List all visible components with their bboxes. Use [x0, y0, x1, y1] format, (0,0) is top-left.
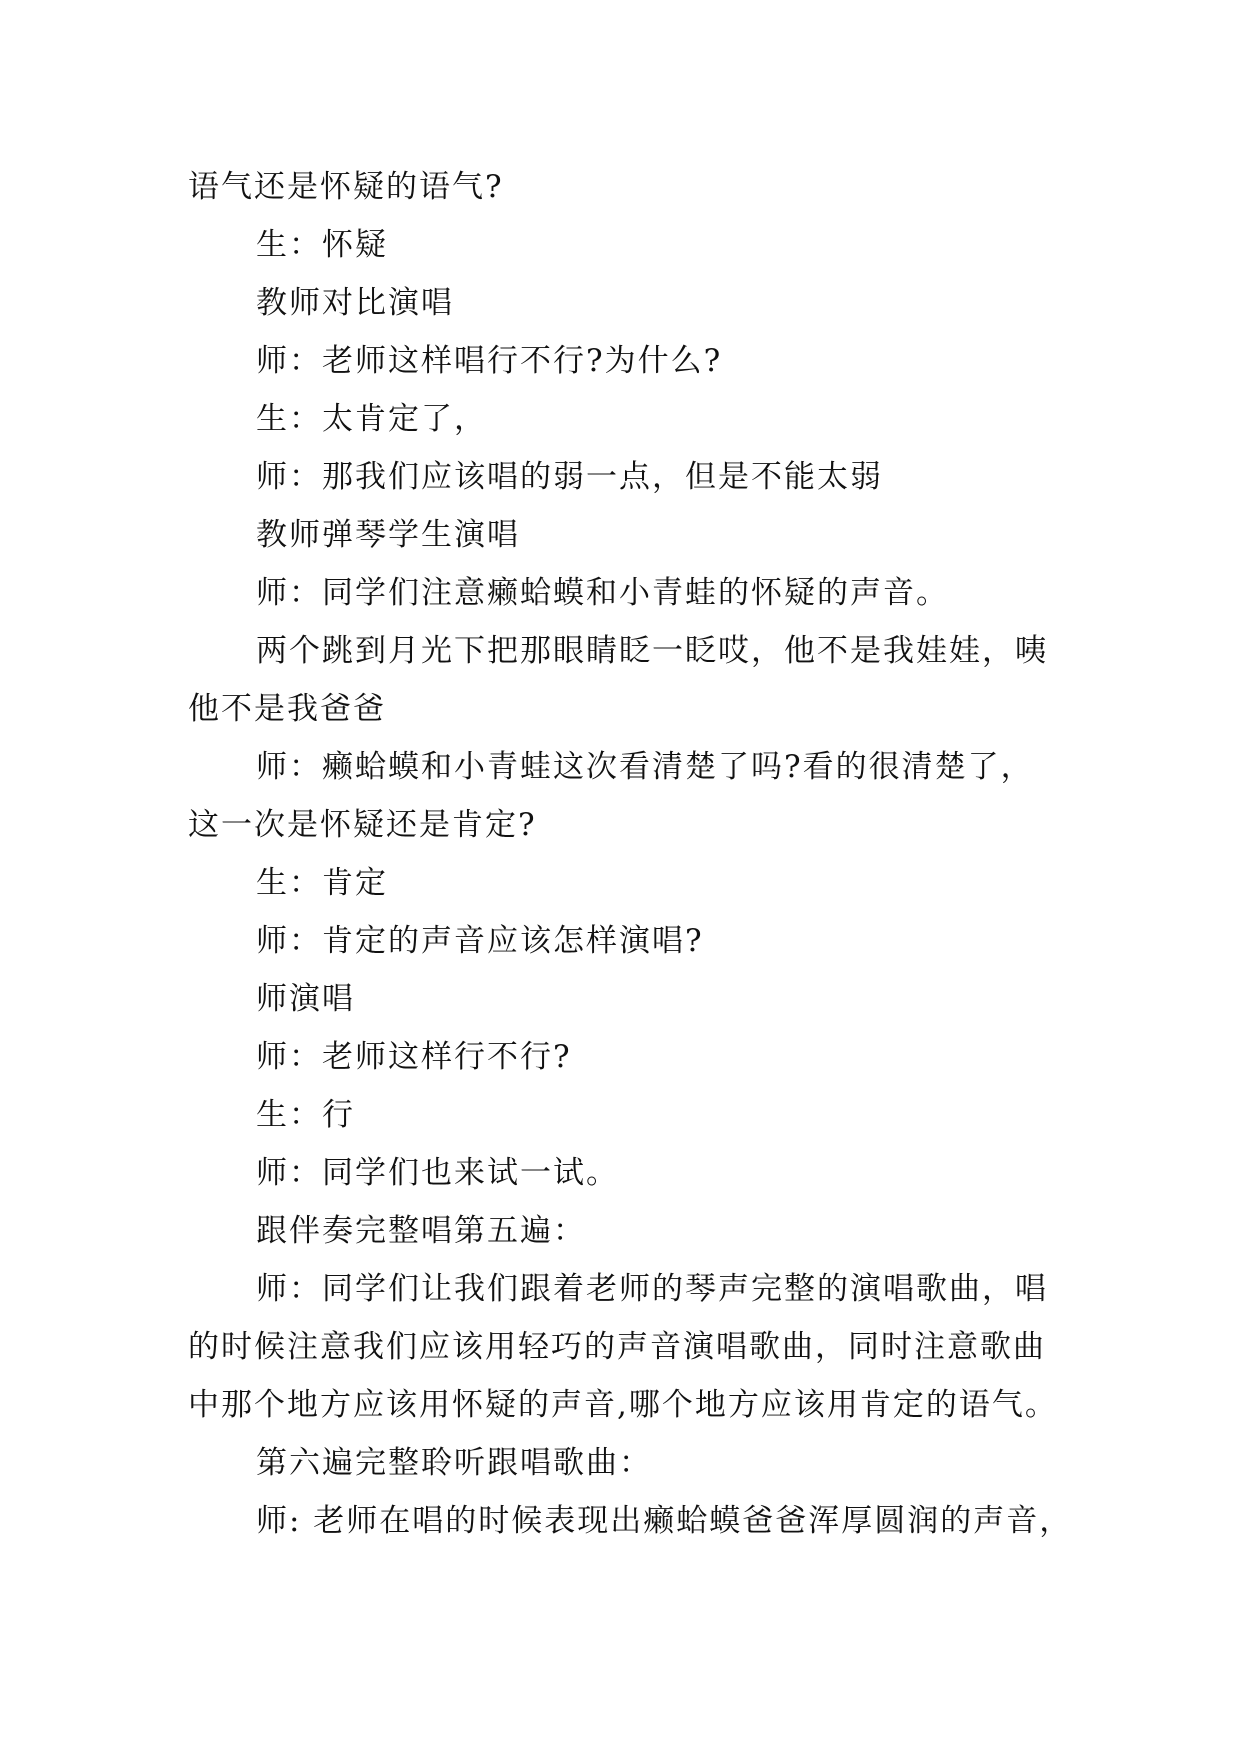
text-line: 师演唱 — [256, 981, 355, 1017]
text-line: 师：同学们让我们跟着老师的琴声完整的演唱歌曲，唱 — [256, 1271, 1048, 1307]
text-line: 跟伴奏完整唱第五遍： — [256, 1213, 586, 1249]
text-line: 的时候注意我们应该用轻巧的声音演唱歌曲，同时注意歌曲 — [188, 1329, 1046, 1365]
text-line: 生：怀疑 — [256, 227, 388, 263]
text-line: 师：同学们也来试一试。 — [256, 1155, 619, 1191]
text-line: 师：老师这样行不行? — [256, 1039, 572, 1075]
text-line: 教师弹琴学生演唱 — [256, 517, 520, 553]
text-line: 师: 老师在唱的时候表现出癞蛤蟆爸爸浑厚圆润的声音， — [256, 1503, 1073, 1539]
text-line: 语气还是怀疑的语气? — [188, 169, 504, 205]
text-line: 中那个地方应该用怀疑的声音,哪个地方应该用肯定的语气。 — [188, 1387, 1058, 1423]
text-line: 师：同学们注意癞蛤蟆和小青蛙的怀疑的声音。 — [256, 575, 949, 611]
text-line: 师：癞蛤蟆和小青蛙这次看清楚了吗?看的很清楚了， — [256, 749, 1034, 785]
text-line: 生：肯定 — [256, 865, 388, 901]
text-line: 第六遍完整聆听跟唱歌曲： — [256, 1445, 652, 1481]
text-line: 生：太肯定了， — [256, 401, 487, 437]
text-line: 生：行 — [256, 1097, 355, 1133]
text-line: 师：肯定的声音应该怎样演唱? — [256, 923, 704, 959]
text-line: 他不是我爸爸 — [188, 691, 386, 727]
text-line: 师：那我们应该唱的弱一点，但是不能太弱 — [256, 459, 883, 495]
text-line: 师：老师这样唱行不行?为什么? — [256, 343, 723, 379]
document-text-column — [188, 158, 1073, 1550]
text-line: 这一次是怀疑还是肯定? — [188, 807, 537, 843]
text-line: 两个跳到月光下把那眼睛眨一眨哎，他不是我娃娃，咦 — [256, 633, 1048, 669]
text-line: 教师对比演唱 — [256, 285, 454, 321]
